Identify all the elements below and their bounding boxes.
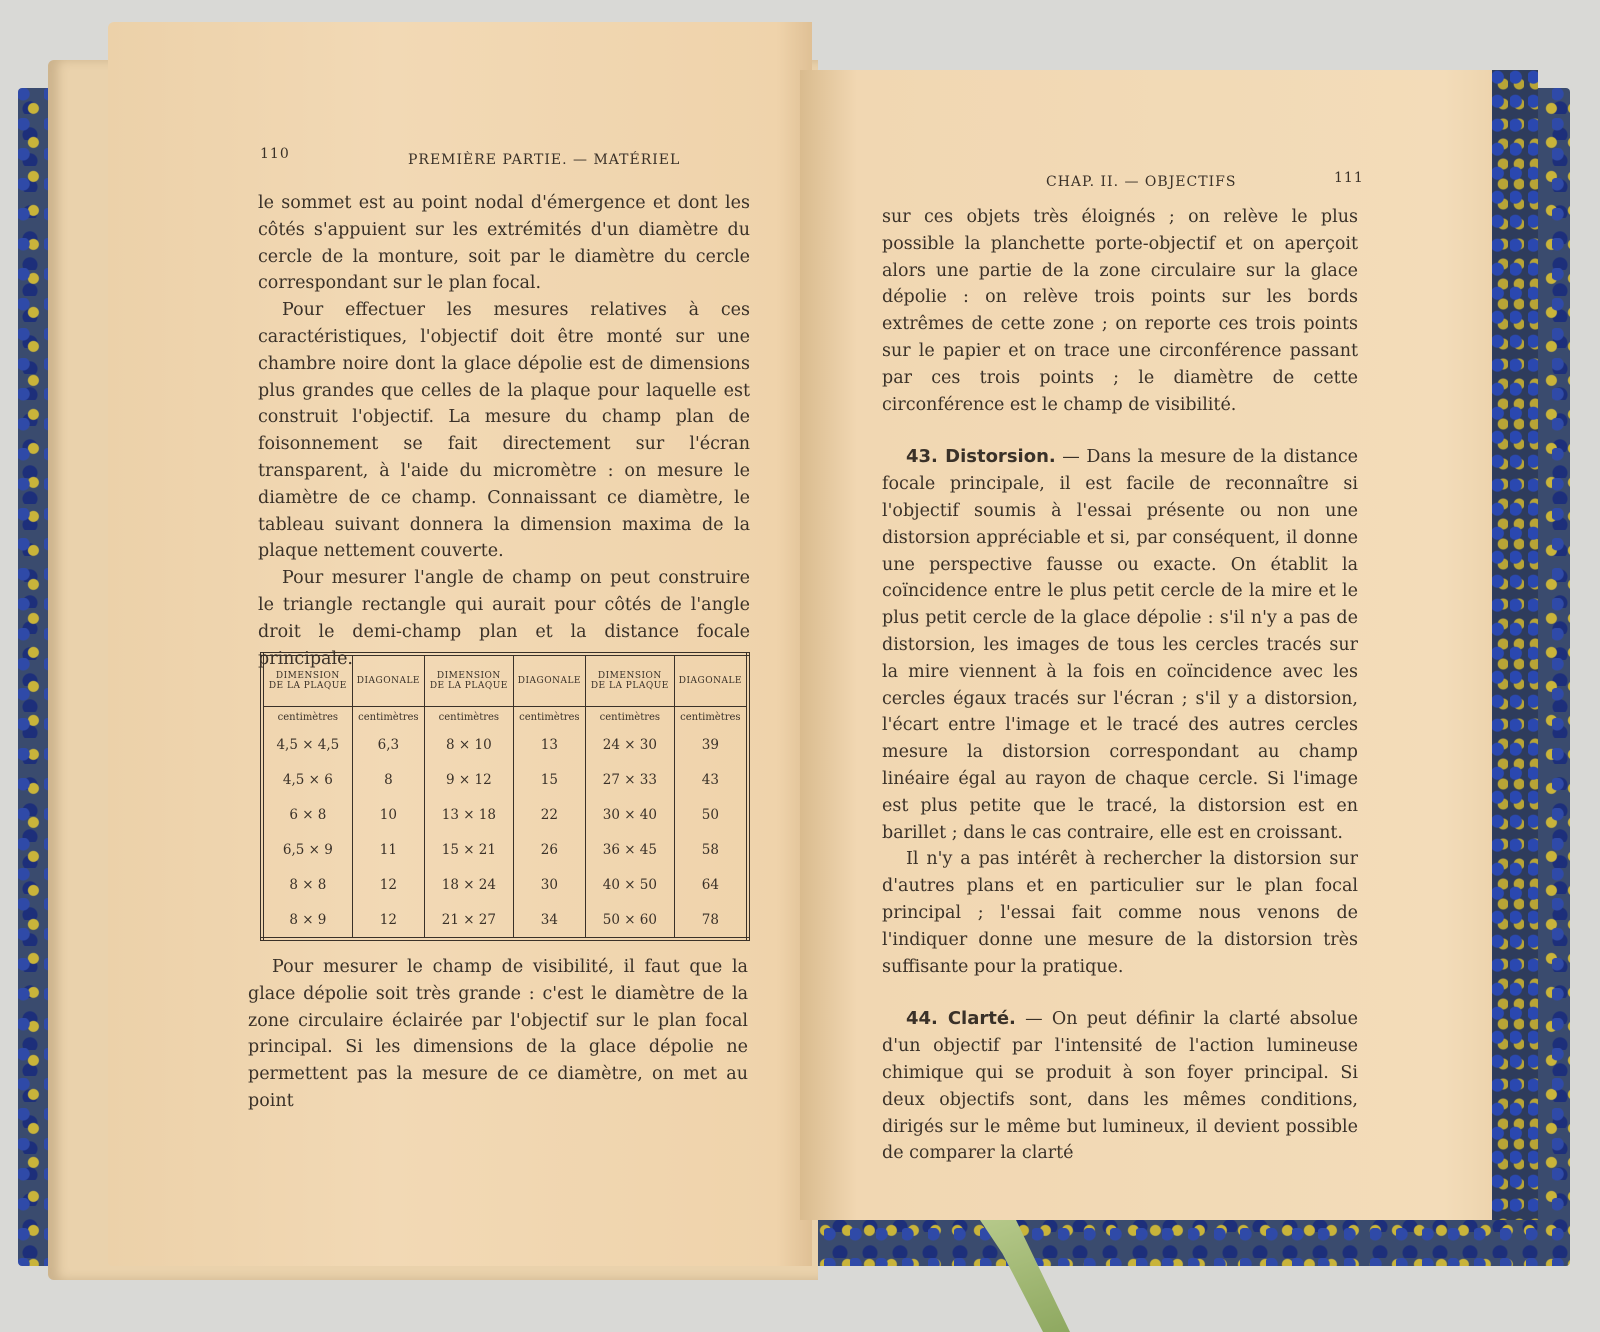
table-header: DIMENSION DE LA PLAQUE: [262, 654, 352, 707]
table-header: DIAGONALE: [352, 654, 424, 707]
table-cell: 8 × 9: [262, 902, 352, 939]
table-row: [262, 902, 748, 939]
table-cell: 6,3: [352, 727, 424, 762]
table-header: DIAGONALE: [513, 654, 585, 707]
table-cell: 12: [352, 867, 424, 902]
table-header: DIAGONALE: [674, 654, 748, 707]
section-title: 43. Distorsion.: [906, 446, 1056, 468]
table-cell: 27 × 33: [586, 762, 675, 797]
paragraph: Pour effectuer les mesures relatives à ces caractéristiques, l'objectif doit être monté sur une chambre noire dont la glace dépolie est de dimensions plus grandes que celles de la plaque pour laquelle est construit l'objectif. La mesure du champ plan de foisonnement se fait directement sur l'écran transparent, à l'aide du micromètre : on mesure le diamètre de ce champ. Connaissant ce diamètre, le tableau suivant donnera la dimension maxima de la plaque nettement couverte.: [258, 300, 750, 562]
table-cell: 4,5 × 4,5: [262, 727, 352, 762]
unit-cell: centimètres: [586, 707, 675, 728]
table-cell: 10: [352, 797, 424, 832]
section-44: [882, 1006, 1358, 1167]
page-number-left: 110: [260, 146, 290, 162]
table-cell: 6,5 × 9: [262, 832, 352, 867]
table-row: [262, 867, 748, 902]
unit-cell: centimètres: [425, 707, 514, 728]
paragraph: Pour mesurer l'angle de champ on peut construire le triangle rectangle qui aurait pour côtés de l'angle droit le demi-champ plan et la distance focale principale.: [258, 568, 750, 669]
left-body: [258, 190, 750, 672]
running-head-left: PREMIÈRE PARTIE. — MATÉRIEL: [408, 152, 681, 168]
section-text: — Dans la mesure de la distance focale principale, il est facile de reconnaître si l'objectif soumis à l'essai présente ou non une distorsion appréciable et si, par conséquent, il donne une perspective fausse ou exacte. On établit la coïncidence entre le plus petit cercle de la mire et le plus petit cercle de la glace dépolie : s'il n'y a pas de distorsion, les images de tous les cercles tracés sur la mire viennent à la fois en coïncidence avec les cercles égaux tracés sur l'écran ; s'il y a distorsion, l'écart entre l'image et le tracé des autres cercles mesure la distorsion correspondant au champ linéaire égal au rayon de chaque cercle. Si l'image est plus petite que le tracé, la distorsion est en barillet ; dans le cas contraire, elle est en croissant.: [882, 447, 1358, 843]
paragraph: sur ces objets très éloignés ; on relève le plus possible la planchette porte-objectif et on aperçoit alors une partie de la zone circulaire sur la glace dépolie : on relève trois points sur les bords extrêmes de cette zone ; on reporte ces trois points sur le papier et on trace une circonférence passant par ces trois points ; le diamètre de cette circonférence est le champ de visibilité.: [882, 207, 1358, 415]
left-body-after-table: [248, 954, 748, 1115]
unit-cell: centimètres: [352, 707, 424, 728]
table-cell: 30: [513, 867, 585, 902]
table-cell: 18 × 24: [425, 867, 514, 902]
paragraph: Il n'y a pas intérêt à rechercher la distorsion sur d'autres plans et en particulier sur le plan focal principal ; l'essai fait comme nous venons de l'indiquer donne une mesure de la distorsion très suffisante pour la pratique.: [882, 849, 1358, 977]
table-cell: 13 × 18: [425, 797, 514, 832]
table-cell: 40 × 50: [586, 867, 675, 902]
table-cell: 78: [674, 902, 748, 939]
table-cell: 15 × 21: [425, 832, 514, 867]
table-cell: 11: [352, 832, 424, 867]
right-page: [800, 70, 1516, 1220]
page-number-right: 111: [1334, 170, 1364, 186]
table-cell: 8 × 10: [425, 727, 514, 762]
table-cell: 4,5 × 6: [262, 762, 352, 797]
running-head-right: CHAP. II. — OBJECTIFS: [1046, 174, 1237, 190]
table-cell: 24 × 30: [586, 727, 675, 762]
table-row: [262, 797, 748, 832]
section-title: 44. Clarté.: [906, 1008, 1016, 1030]
paragraph: Pour mesurer le champ de visibilité, il faut que la glace dépolie soit très grande : c'est le diamètre de la zone circulaire éclairée par l'objectif sur le plan focal principal. Si les dimensions de la glace dépolie ne permettent pas la mesure de ce diamètre, on met au point: [248, 957, 748, 1111]
table-cell: 36 × 45: [586, 832, 675, 867]
section-text: — On peut définir la clarté absolue d'un objectif par l'intensité de l'action lumineuse chimique qui se produit à son foyer principal. Si deux objectifs sont, dans les mêmes conditions, dirigés sur le même but lumineux, il devient possible de comparer la clarté: [882, 1009, 1358, 1164]
table-header: DIMENSION DE LA PLAQUE: [425, 654, 514, 707]
table-cell: 43: [674, 762, 748, 797]
table-cell: 21 × 27: [425, 902, 514, 939]
unit-cell: centimètres: [674, 707, 748, 728]
unit-cell: centimètres: [262, 707, 352, 728]
table-cell: 9 × 12: [425, 762, 514, 797]
section-43: [882, 444, 1358, 846]
table-cell: 22: [513, 797, 585, 832]
unit-cell: centimètres: [513, 707, 585, 728]
table-header: DIMENSION DE LA PLAQUE: [586, 654, 675, 707]
table-cell: 15: [513, 762, 585, 797]
right-body: [882, 204, 1358, 1167]
table-row: [262, 762, 748, 797]
table-cell: 50: [674, 797, 748, 832]
table-cell: 26: [513, 832, 585, 867]
dimensions-table: [260, 652, 750, 941]
table-cell: 12: [352, 902, 424, 939]
table-cell: 50 × 60: [586, 902, 675, 939]
table-cell: 8 × 8: [262, 867, 352, 902]
paragraph: le sommet est au point nodal d'émergence et dont les côtés s'appuient sur les extrémités d'un diamètre du cercle de la monture, soit par le diamètre du cercle correspondant sur le plan focal.: [258, 193, 750, 294]
table-cell: 13: [513, 727, 585, 762]
table-row: [262, 832, 748, 867]
table-cell: 8: [352, 762, 424, 797]
table-cell: 34: [513, 902, 585, 939]
table-cell: 58: [674, 832, 748, 867]
table-cell: 30 × 40: [586, 797, 675, 832]
table-cell: 64: [674, 867, 748, 902]
table-row: [262, 727, 748, 762]
left-page: [108, 22, 812, 1266]
table-cell: 6 × 8: [262, 797, 352, 832]
table-cell: 39: [674, 727, 748, 762]
book-cover-edge: [1492, 70, 1538, 1220]
